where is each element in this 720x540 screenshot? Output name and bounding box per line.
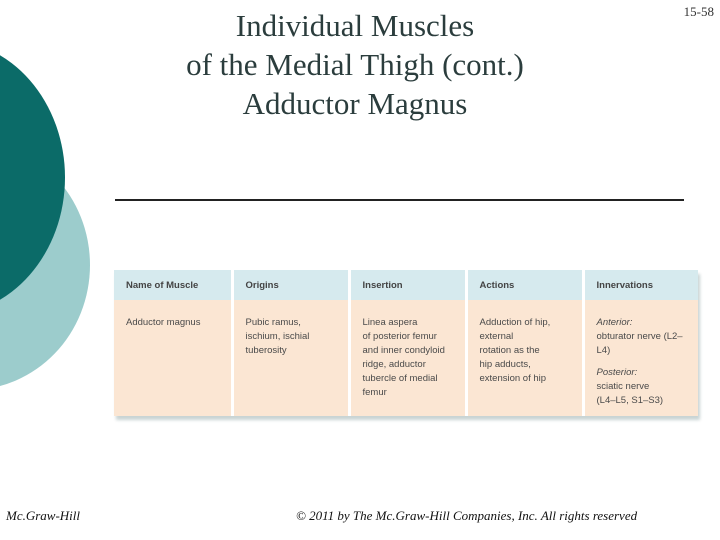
origins-line: tuberosity (245, 345, 287, 356)
slide-number: 15-58 (683, 4, 714, 19)
muscle-table-container (114, 270, 698, 416)
anterior-label: Anterior: (596, 317, 633, 328)
header-insertion: Insertion (349, 270, 466, 300)
cell-origins (232, 300, 349, 416)
slide-title (115, 6, 595, 123)
posterior-label: Posterior: (596, 367, 638, 378)
header-actions: Actions (466, 270, 583, 300)
insertion-line: Linea aspera (362, 317, 418, 328)
actions-line: Adduction of hip, (479, 317, 551, 328)
title-line-2: of the Medial Thigh (cont.) (186, 47, 524, 82)
actions-line: extension of hip (479, 373, 547, 384)
anterior-value: obturator nerve (L2–L4) (596, 331, 683, 356)
title-line-1: Individual Muscles (235, 8, 475, 43)
cell-actions (466, 300, 583, 416)
insertion-line: and inner condyloid (362, 345, 445, 356)
title-divider (115, 199, 684, 201)
cell-name (114, 300, 232, 416)
title-line-3: Adductor Magnus (242, 86, 468, 121)
table-header-row (114, 270, 698, 300)
header-origins: Origins (232, 270, 349, 300)
header-innervations: Innervations (583, 270, 698, 300)
actions-line: hip adducts, (479, 359, 531, 370)
cell-innervations (583, 300, 698, 416)
cell-insertion (349, 300, 466, 416)
muscle-table (114, 270, 698, 416)
table-row (114, 300, 698, 416)
origins-line: Pubic ramus, (245, 317, 301, 328)
posterior-value-levels: (L4–L5, S1–S3) (596, 395, 664, 406)
actions-line: rotation as the (479, 345, 540, 356)
insertion-line: of posterior femur (362, 331, 437, 342)
origins-line: ischium, ischial (245, 331, 310, 342)
footer-publisher: Mc.Graw-Hill (6, 508, 81, 523)
muscle-name: Adductor magnus (126, 317, 201, 328)
insertion-line: ridge, adductor (362, 359, 426, 370)
actions-line: external (479, 331, 514, 342)
posterior-value: sciatic nerve (596, 381, 650, 392)
insertion-line: tubercle of medial (362, 373, 438, 384)
innervation-spacer (597, 358, 687, 366)
footer-copyright: © 2011 by The Mc.Graw-Hill Companies, Inc. All rights reserved (296, 508, 638, 523)
insertion-line: femur (362, 387, 387, 398)
header-name: Name of Muscle (114, 270, 232, 300)
